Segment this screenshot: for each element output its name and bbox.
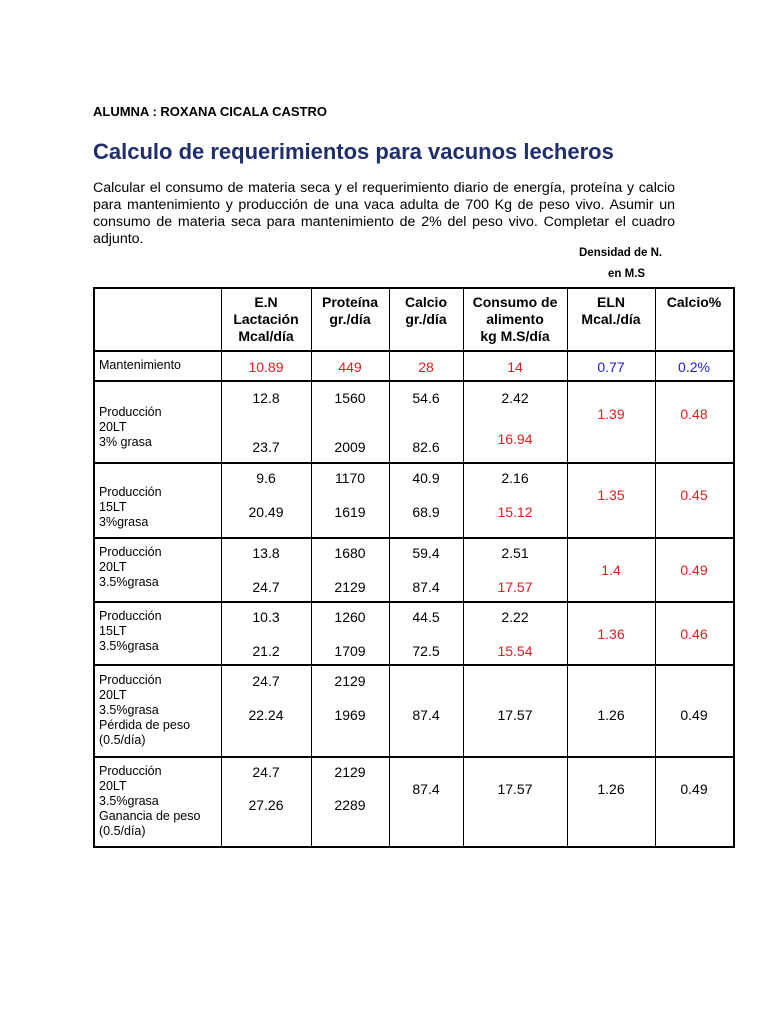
cell-consumo-total: 15.54 xyxy=(497,643,533,659)
label-line: 20LT xyxy=(99,420,127,434)
label-line: Producción xyxy=(99,405,162,419)
row-label-produccion-20lt-3 xyxy=(99,405,162,450)
cell-en: 24.7 xyxy=(252,673,280,689)
cell-consumo-total: 17.57 xyxy=(497,579,533,595)
cell-proteina: 1709 xyxy=(334,643,366,659)
header-line: Mcal./día xyxy=(581,311,641,327)
table-border xyxy=(93,287,735,289)
cell-consumo-total: 15.12 xyxy=(497,504,533,520)
cell-consumo: 2.51 xyxy=(501,545,529,561)
row-divider xyxy=(93,350,735,352)
label-line: 3.5%grasa xyxy=(99,639,159,653)
label-line: Ganancia de peso xyxy=(99,809,201,823)
label-line: Producción xyxy=(99,485,162,499)
table-border xyxy=(733,287,735,848)
row-divider xyxy=(93,664,735,666)
label-line: Pérdida de peso xyxy=(99,718,191,732)
cell-en: 10.89 xyxy=(248,359,284,375)
cell-en: 20.49 xyxy=(248,504,284,520)
header-en-lactacion xyxy=(221,294,311,345)
cell-en: 9.6 xyxy=(256,470,276,486)
cell-calcio: 40.9 xyxy=(412,470,440,486)
cell-proteina: 1969 xyxy=(334,707,366,723)
header-consumo xyxy=(463,294,567,345)
header-eln xyxy=(567,294,655,328)
cell-consumo: 2.22 xyxy=(501,609,529,625)
cell-en: 22.24 xyxy=(248,707,284,723)
cell-proteina: 2009 xyxy=(334,439,366,455)
cell-calcio: 87.4 xyxy=(412,707,440,723)
cell-calcio-percent: 0.45 xyxy=(680,487,708,503)
cell-consumo: 2.16 xyxy=(501,470,529,486)
label-line: 3%grasa xyxy=(99,515,149,529)
table-border xyxy=(93,846,735,848)
label-line: 20LT xyxy=(99,560,127,574)
table-border xyxy=(93,287,95,848)
cell-proteina: 2129 xyxy=(334,579,366,595)
cell-eln: 1.39 xyxy=(597,406,625,422)
cell-en: 24.7 xyxy=(252,579,280,595)
student-name: ALUMNA : ROXANA CICALA CASTRO xyxy=(93,104,327,119)
cell-calcio: 68.9 xyxy=(412,504,440,520)
cell-consumo: 2.42 xyxy=(501,390,529,406)
cell-proteina: 1619 xyxy=(334,504,366,520)
cell-en: 13.8 xyxy=(252,545,280,561)
instructions-paragraph: Calcular el consumo de materia seca y el requerimiento diario de energía, proteína y calcio para mantenimiento y producción de una vaca adulta de 700 Kg de peso vivo. Asumir un consumo de materia seca para mantenimiento de 2% del peso vivo. Completar el cuadro adjunto. xyxy=(93,180,675,247)
cell-consumo-total: 16.94 xyxy=(497,431,533,447)
cell-calcio: 87.4 xyxy=(412,781,440,797)
header-line: Consumo de xyxy=(472,294,558,310)
cell-eln: 0.77 xyxy=(597,359,625,375)
cell-eln: 1.35 xyxy=(597,487,625,503)
cell-calcio-percent: 0.46 xyxy=(680,626,708,642)
cell-proteina: 1680 xyxy=(334,545,366,561)
row-divider xyxy=(93,601,735,603)
cell-eln: 1.36 xyxy=(597,626,625,642)
cell-calcio: 54.6 xyxy=(412,390,440,406)
header-line: gr./día xyxy=(405,311,447,327)
cell-calcio: 82.6 xyxy=(412,439,440,455)
cell-proteina: 1170 xyxy=(334,470,366,486)
label-line: Producción xyxy=(99,609,162,623)
cell-eln: 1.4 xyxy=(601,562,621,578)
row-divider xyxy=(93,537,735,539)
cell-proteina: 2289 xyxy=(334,797,366,813)
cell-proteina: 2129 xyxy=(334,764,366,780)
label-line: 3% grasa xyxy=(99,435,152,449)
cell-calcio: 87.4 xyxy=(412,579,440,595)
requirements-table xyxy=(93,287,735,848)
header-line: ELN xyxy=(597,294,625,310)
header-proteina xyxy=(311,294,389,328)
row-label-produccion-20lt-3-5 xyxy=(99,545,162,590)
row-label-ganancia-peso xyxy=(99,764,200,839)
header-calcio-percent xyxy=(655,294,733,311)
row-divider xyxy=(93,462,735,464)
page-title: Calculo de requerimientos para vacunos lecheros xyxy=(93,139,614,164)
row-divider xyxy=(93,756,735,758)
label-line: 15LT xyxy=(99,500,127,514)
header-line: Calcio% xyxy=(666,294,722,310)
cell-en: 10.3 xyxy=(252,609,280,625)
cell-proteina: 1260 xyxy=(334,609,366,625)
label-line: Producción xyxy=(99,545,162,559)
row-label-perdida-peso xyxy=(99,673,190,748)
label-line: 3.5%grasa xyxy=(99,703,159,717)
label-line: 15LT xyxy=(99,624,127,638)
cell-calcio-percent: 0.49 xyxy=(680,707,708,723)
row-label-produccion-15lt-3 xyxy=(99,485,162,530)
density-label-line1: Densidad de N. xyxy=(579,247,663,259)
cell-en: 24.7 xyxy=(252,764,280,780)
header-calcio xyxy=(389,294,463,328)
header-line: Mcal/día xyxy=(238,328,294,344)
label-line: (0.5/día) xyxy=(99,733,146,747)
cell-en: 23.7 xyxy=(252,439,280,455)
row-label-produccion-15lt-3-5 xyxy=(99,609,162,654)
cell-calcio: 72.5 xyxy=(412,643,440,659)
label-line: Producción xyxy=(99,673,162,687)
cell-en: 27.26 xyxy=(248,797,284,813)
header-line: Lactación xyxy=(233,311,299,327)
cell-eln: 1.26 xyxy=(597,707,625,723)
cell-calcio: 59.4 xyxy=(412,545,440,561)
header-line: E.N xyxy=(254,294,278,310)
cell-en: 12.8 xyxy=(252,390,280,406)
cell-consumo: 17.57 xyxy=(497,707,533,723)
header-line: gr./día xyxy=(329,311,371,327)
cell-consumo: 14 xyxy=(507,359,523,375)
header-line: Proteína xyxy=(321,294,378,310)
label-line: 20LT xyxy=(99,688,127,702)
header-line: alimento xyxy=(486,311,544,327)
cell-calcio: 44.5 xyxy=(412,609,440,625)
cell-eln: 1.26 xyxy=(597,781,625,797)
cell-proteina: 1560 xyxy=(334,390,366,406)
row-divider xyxy=(93,380,735,382)
density-label-line2: en M.S xyxy=(608,268,646,280)
label-line: Mantenimiento xyxy=(99,358,181,372)
row-label-mantenimiento xyxy=(99,358,181,373)
cell-proteina: 449 xyxy=(338,359,362,375)
cell-calcio-percent: 0.49 xyxy=(680,562,708,578)
cell-consumo: 17.57 xyxy=(497,781,533,797)
cell-en: 21.2 xyxy=(252,643,280,659)
cell-calcio-percent: 0.49 xyxy=(680,781,708,797)
label-line: Producción xyxy=(99,764,162,778)
cell-proteina: 2129 xyxy=(334,673,366,689)
label-line: (0.5/día) xyxy=(99,824,146,838)
header-line: kg M.S/día xyxy=(480,328,550,344)
label-line: 20LT xyxy=(99,779,127,793)
cell-calcio: 28 xyxy=(418,359,434,375)
label-line: 3.5%grasa xyxy=(99,794,159,808)
cell-calcio-percent: 0.48 xyxy=(680,406,708,422)
header-line: Calcio xyxy=(404,294,447,310)
label-line: 3.5%grasa xyxy=(99,575,159,589)
cell-calcio-percent: 0.2% xyxy=(678,359,710,375)
